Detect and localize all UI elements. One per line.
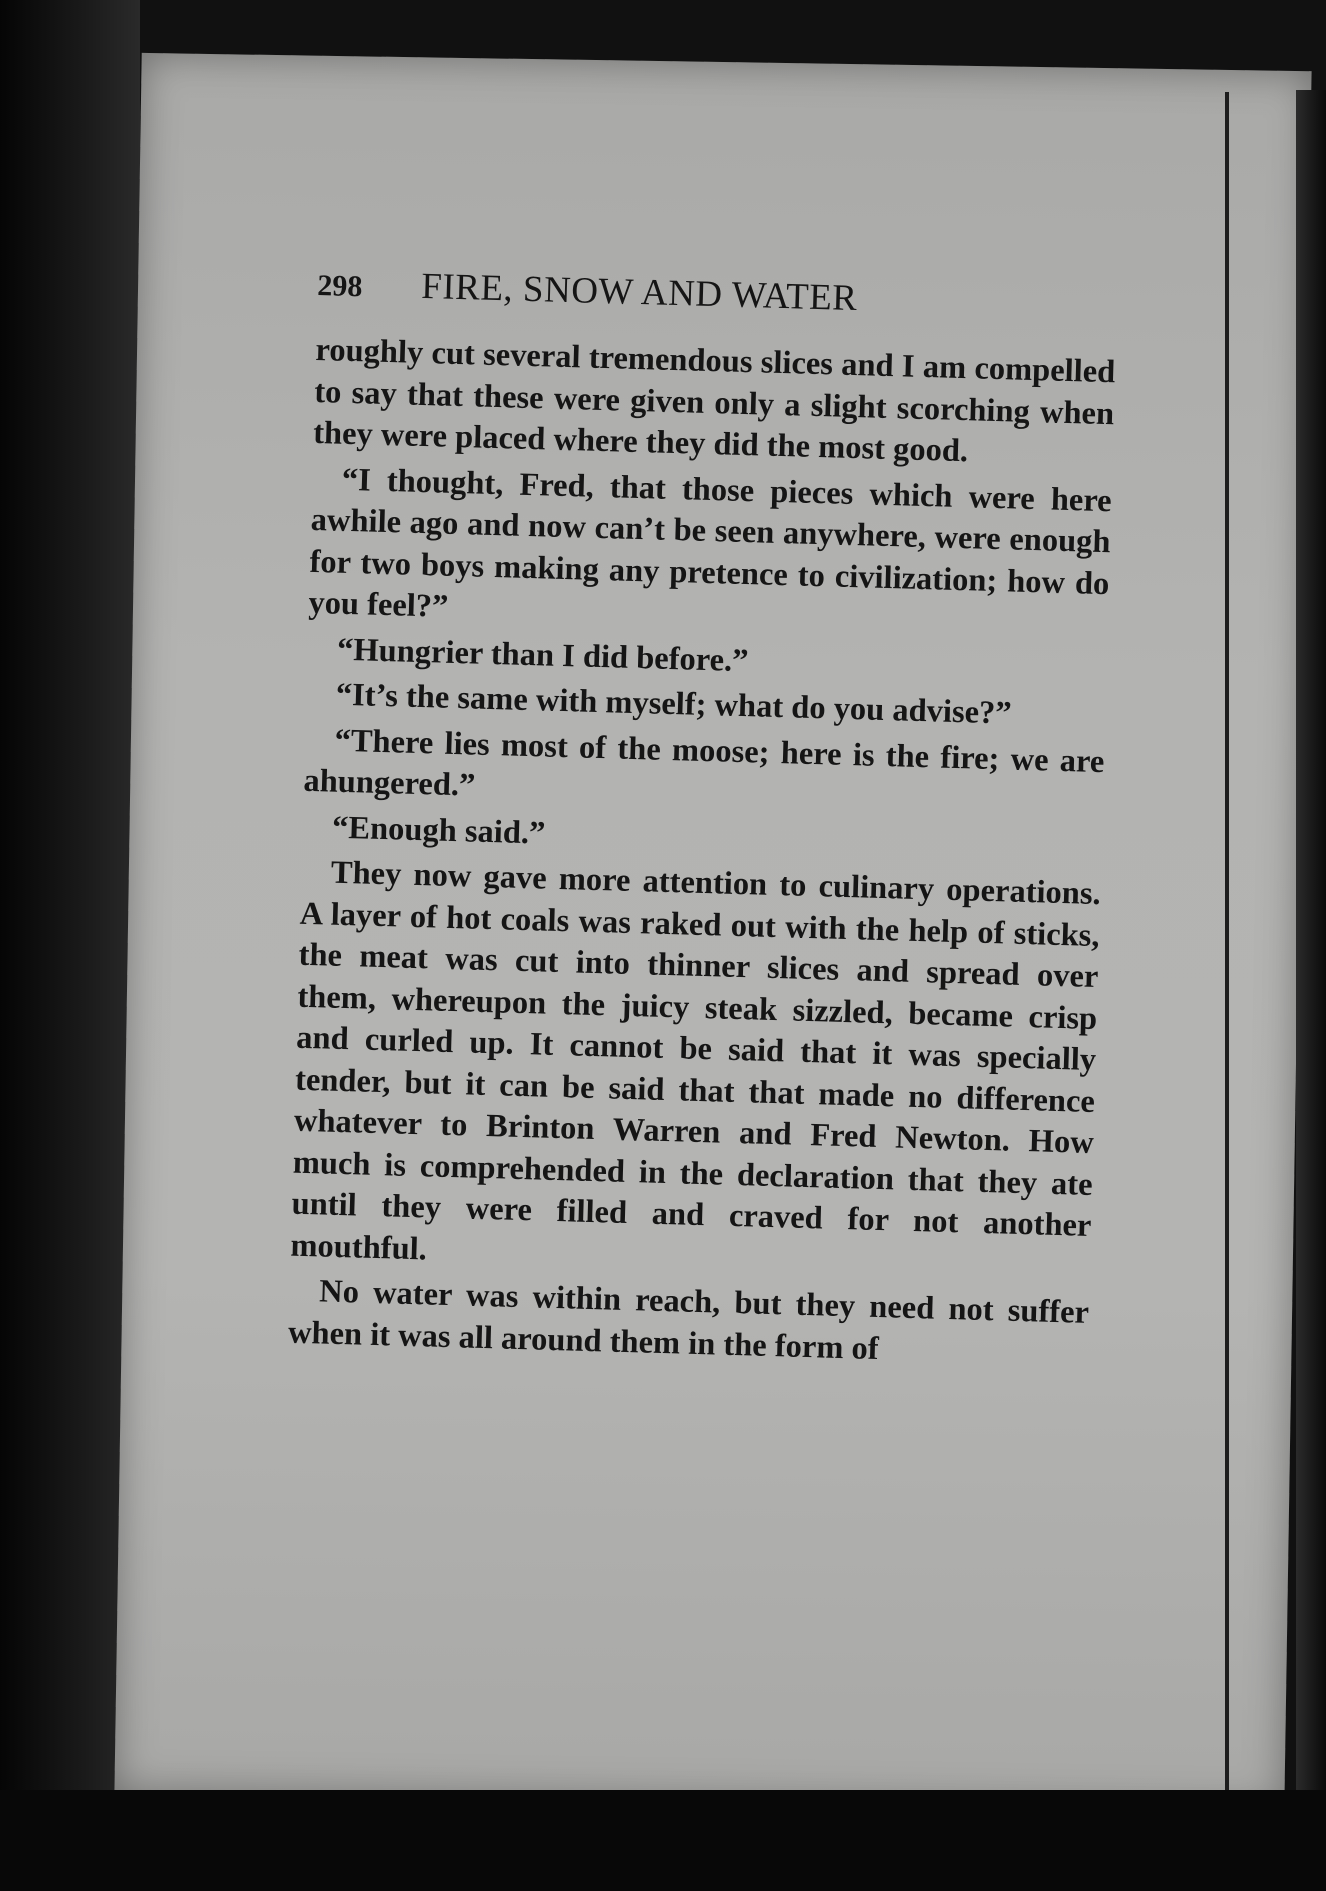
- paragraph: “It’s the same with myself; what do you advise?”: [335, 676, 1013, 732]
- paragraph: They now gave more attention to culinary operations. A layer of hot coals was raked out with the help of sticks, the meat was cut into thinner slices and spread over them, whereupon the juicy steak sizzled, became crisp and curled up. It cannot be said that it was specially tender, but it can be said that that made no difference whatever to Brinton Warren and Fred Newton. How much is comprehended in the declaration that they ate until they were filled and craved for not another mouthful.: [290, 854, 1102, 1267]
- paragraph: “Hungrier than I did before.”: [336, 631, 749, 679]
- paragraph: No water was within reach, but they need not suffer when it was all around them in the form of: [287, 1273, 1090, 1367]
- paragraph: “Enough said.”: [331, 809, 546, 852]
- book-title: FIRE, SNOW AND WATER: [420, 265, 858, 320]
- page-edge-line: [1225, 92, 1229, 1792]
- page-text-block: [287, 262, 1117, 1380]
- paragraph: “There lies most of the moose; here is the fire; we are ahungered.”: [303, 722, 1105, 804]
- scan-right-margin: [1296, 90, 1326, 1810]
- scan-bottom-margin: [0, 1790, 1326, 1891]
- page-number: 298: [316, 268, 363, 304]
- paragraph: “I thought, Fred, that those pieces which were here awhile ago and now can’t be seen anywhere, were enough for two boys making any pretence to civilization; how do you feel?”: [307, 461, 1113, 625]
- paragraph: roughly cut several tremendous slices and I am compelled to say that these were given only a slight scorching when they were placed where they did the most good.: [312, 331, 1116, 470]
